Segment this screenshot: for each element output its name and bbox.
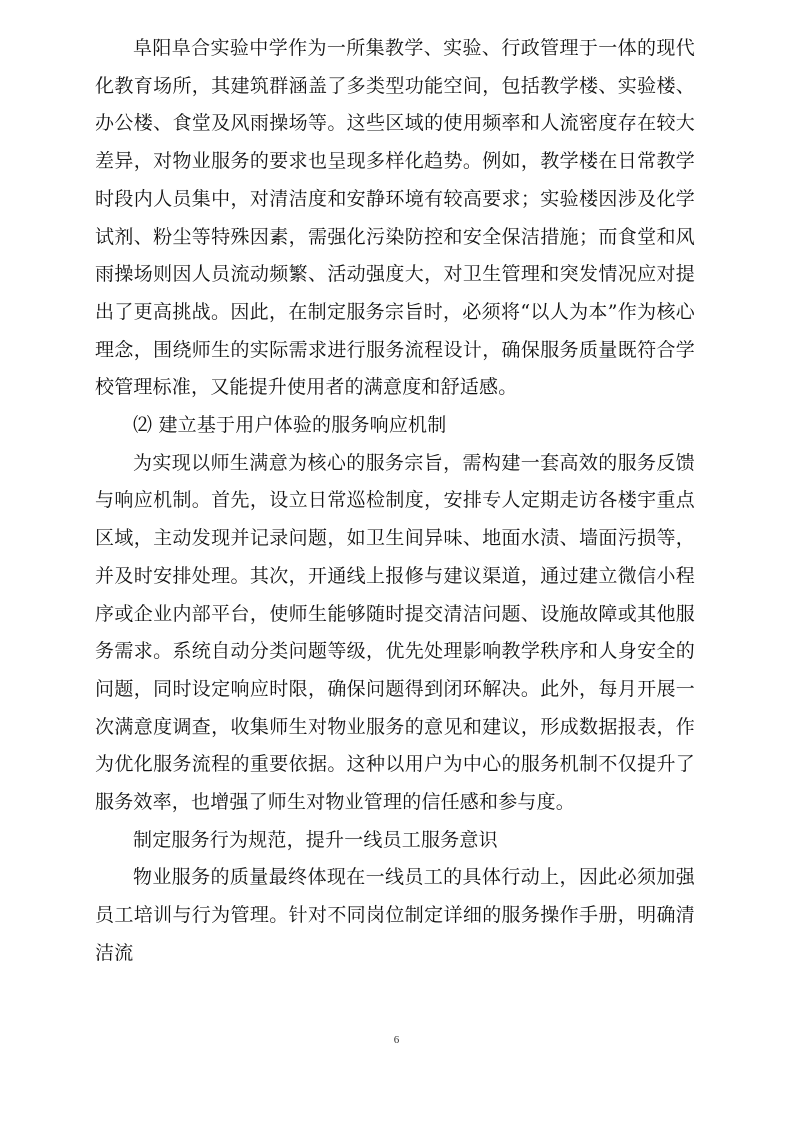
paragraph-service-norms: 物业服务的质量最终体现在一线员工的具体行动上，因此必须加强员工培训与行为管理。针对不同岗位制定详细的服务操作手册，明确清洁流 — [95, 866, 695, 964]
paragraph-response-mechanism: 为实现以师生满意为核心的服务宗旨，需构建一套高效的服务反馈与响应机制。首先，设立日常巡检制度，安排专人定期走访各楼宇重点区域，主动发现并记录问题，如卫生间异味、地面水渍、墙面污损等，并及时安排处理。其次，开通线上报修与建议渠道，通过建立微信小程序或企业内部平台，使师生能够随时提交清洁问题、设施故障或其他服务需求。系统自动分类问题等级，优先处理影响教学秩序和人身安全的问题，同时设定响应时限，确保问题得到闭环解决。此外，每月开展一次满意度调查，收集师生对物业服务的意见和建议，形成数据报表，作为优化服务流程的重要依据。这种以用户为中心的服务机制不仅提升了服务效率，也增强了师生对物业管理的信任感和参与度。 — [95, 451, 695, 814]
paragraph-intro: 阜阳阜合实验中学作为一所集教学、实验、行政管理于一体的现代化教育场所，其建筑群涵盖了多类型功能空间，包括教学楼、实验楼、办公楼、食堂及风雨操场等。这些区域的使用频率和人流密度存在较大差异，对物业服务的要求也呈现多样化趋势。例如，教学楼在日常教学时段内人员集中，对清洁度和安静环境有较高要求；实验楼因涉及化学试剂、粉尘等特殊因素，需强化污染防控和安全保洁措施；而食堂和风雨操场则因人员流动频繁、活动强度大，对卫生管理和突发情况应对提出了更高挑战。因此，在制定服务宗旨时，必须将“以人为本”作为核心理念，围绕师生的实际需求进行服务流程设计，确保服务质量既符合学校管理标准，又能提升使用者的满意度和舒适感。 — [95, 37, 695, 399]
section-heading-service-norms: 制定服务行为规范，提升一线员工服务意识 — [133, 828, 498, 851]
section-heading-response-mechanism: ⑵ 建立基于用户体验的服务响应机制 — [133, 414, 447, 437]
body-text — [95, 30, 695, 973]
page-number: 6 — [393, 1034, 400, 1046]
